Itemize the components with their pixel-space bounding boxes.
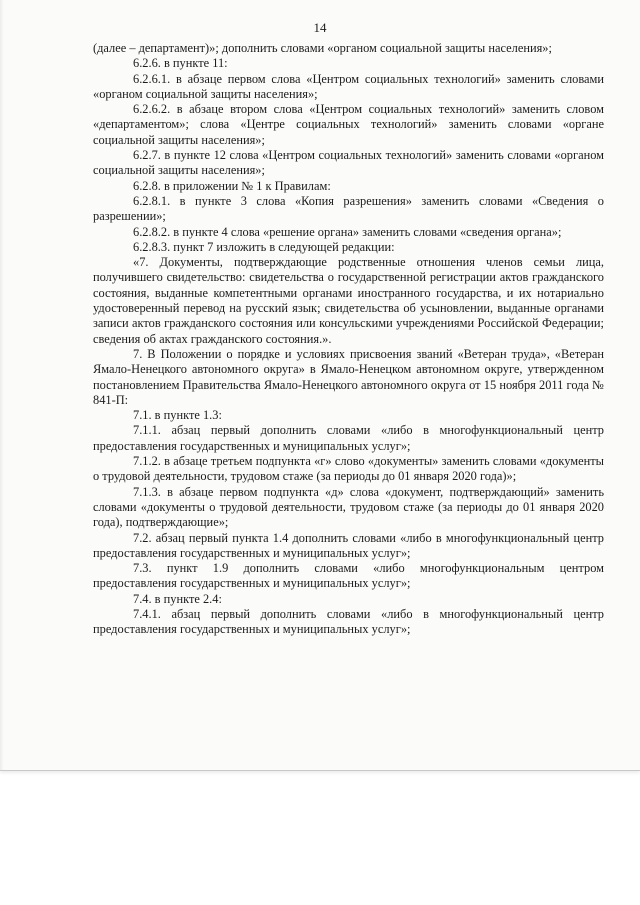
paragraph: 7. В Положении о порядке и условиях присвоения званий «Ветеран труда», «Ветеран Ямало-Ненецкого автономного округа» в Ямало-Ненецком автономном округе, утвержденном постановлением Правительства Ямало-Ненецкого автономного округа от 15 ноября 2011 года № 841-П: bbox=[93, 346, 604, 407]
paragraph: 7.1.3. в абзаце первом подпункта «д» слова «документ, подтверждающий» заменить словами «документы о трудовой деятельности, трудовом стаже (за периоды до 01 января 2020 года), подтверждающие»; bbox=[93, 484, 604, 530]
paragraph: 7.3. пункт 1.9 дополнить словами «либо многофункциональным центром предоставления государственных и муниципальных услуг»; bbox=[93, 561, 604, 591]
page-number: 14 bbox=[313, 20, 327, 35]
paragraph: 6.2.8.2. в пункте 4 слова «решение органа» заменить словами «сведения органа»; bbox=[133, 224, 562, 239]
paragraph: 7.4. в пункте 2.4: bbox=[133, 591, 222, 606]
paragraph: 6.2.7. в пункте 12 слова «Центром социальных технологий» заменить словами «органом социальной защиты населения»; bbox=[93, 148, 604, 178]
scan-edge-shadow bbox=[0, 0, 4, 770]
paragraph: 6.2.8.1. в пункте 3 слова «Копия разрешения» заменить словами «Сведения о разрешении»; bbox=[93, 193, 604, 224]
paragraph: 6.2.6. в пункте 11: bbox=[133, 56, 228, 71]
paragraph: 7.2. абзац первый пункта 1.4 дополнить словами «либо в многофункциональный центр предоставления государственных и муниципальных услуг»; bbox=[93, 530, 604, 560]
document-body bbox=[93, 41, 604, 638]
paragraph: 6.2.6.1. в абзаце первом слова «Центром социальных технологий» заменить словами «органом социальной защиты населения»; bbox=[93, 71, 604, 101]
paragraph: 7.4.1. абзац первый дополнить словами «либо в многофункциональный центр предоставления государственных и муниципальных услуг»; bbox=[93, 606, 604, 637]
paragraph: «7. Документы, подтверждающие родственные отношения членов семьи лица, получившего свидетельство: свидетельства о государственной регистрации актов гражданского состояния, выданные компетентными органами иностранного государства, и их нотариально удостоверенный перевод на русский язык; свидетельства об усыновлении, выданные органами записи актов гражданского состояния или консульскими учреждениями Российской Федерации; сведения об актах гражданского состояния.». bbox=[93, 255, 604, 346]
paragraph: 7.1.1. абзац первый дополнить словами «либо в многофункциональный центр предоставления государственных и муниципальных услуг»; bbox=[93, 423, 604, 453]
paragraph: 6.2.6.2. в абзаце втором слова «Центром социальных технологий» заменить словом «департаментом»; слова «Центре социальных технологий» заменить словами «органе социальной защиты населения»; bbox=[93, 102, 604, 147]
paragraph: 7.1. в пункте 1.3: bbox=[133, 408, 222, 423]
paragraph: 6.2.8. в приложении № 1 к Правилам: bbox=[133, 178, 331, 193]
paragraph: 7.1.2. в абзаце третьем подпункта «г» слово «документы» заменить словами «документы о трудовой деятельности, трудовом стаже (за периоды до 01 января 2020 года)»; bbox=[93, 454, 604, 484]
paragraph: (далее – департамент)»; дополнить словами «органом социальной защиты населения»; bbox=[93, 41, 552, 55]
paragraph: 6.2.8.3. пункт 7 изложить в следующей редакции: bbox=[133, 239, 395, 254]
